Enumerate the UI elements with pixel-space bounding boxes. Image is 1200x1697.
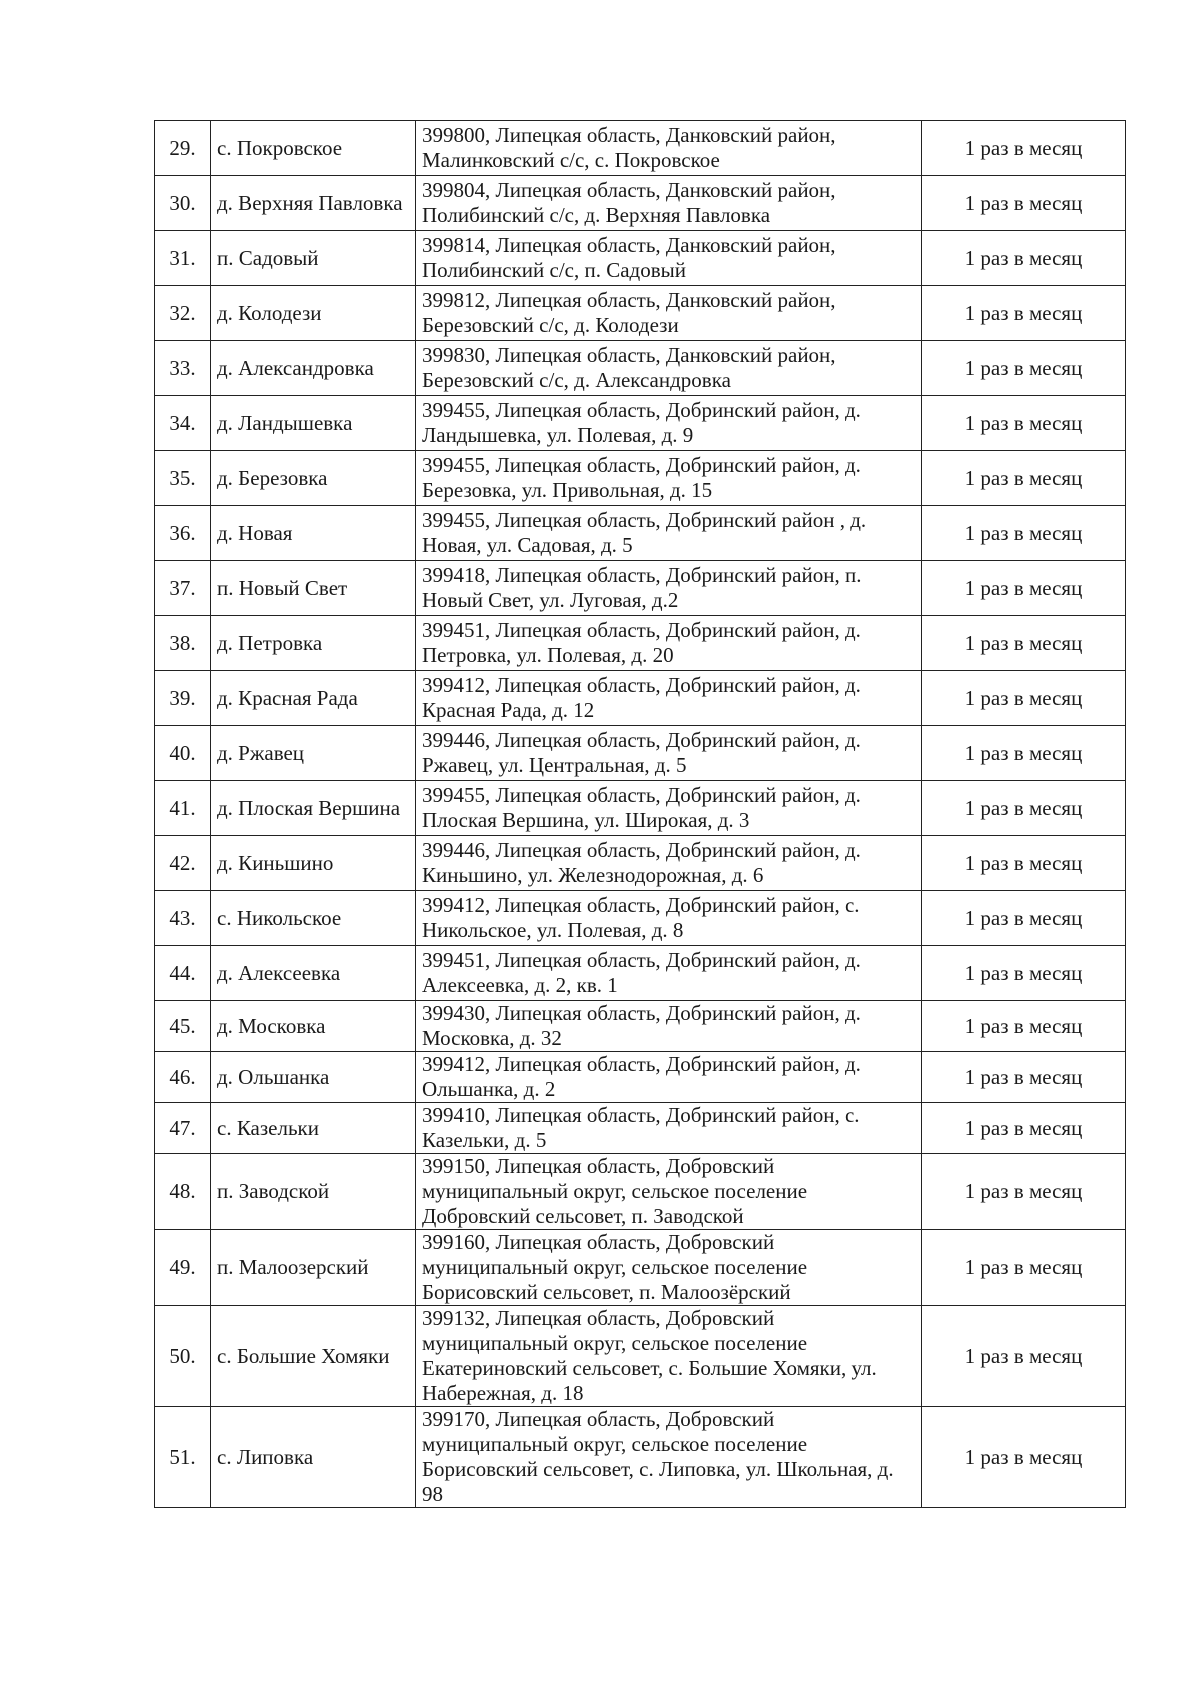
row-number-cell: 50.: [155, 1306, 211, 1407]
table-row: [155, 396, 1126, 451]
row-number-cell: 45.: [155, 1001, 211, 1052]
table-row: [155, 946, 1126, 1001]
frequency-cell: 1 раз в месяц: [922, 506, 1126, 561]
table-row: [155, 561, 1126, 616]
row-number-cell: 29.: [155, 121, 211, 176]
address-cell: 399455, Липецкая область, Добринский район, д. Ландышевка, ул. Полевая, д. 9: [416, 396, 922, 451]
frequency-cell: 1 раз в месяц: [922, 561, 1126, 616]
row-number-cell: 33.: [155, 341, 211, 396]
table-row: [155, 176, 1126, 231]
address-cell: 399812, Липецкая область, Данковский район, Березовский с/с, д. Колодези: [416, 286, 922, 341]
settlement-name-cell: с. Липовка: [211, 1407, 416, 1508]
frequency-cell: 1 раз в месяц: [922, 341, 1126, 396]
row-number-cell: 31.: [155, 231, 211, 286]
address-cell: 399451, Липецкая область, Добринский район, д. Петровка, ул. Полевая, д. 20: [416, 616, 922, 671]
address-cell: 399455, Липецкая область, Добринский район , д. Новая, ул. Садовая, д. 5: [416, 506, 922, 561]
address-cell: 399800, Липецкая область, Данковский район, Малинковский с/с, с. Покровское: [416, 121, 922, 176]
settlement-name-cell: д. Березовка: [211, 451, 416, 506]
row-number-cell: 44.: [155, 946, 211, 1001]
settlement-name-cell: д. Новая: [211, 506, 416, 561]
table-row: [155, 726, 1126, 781]
settlements-table: [154, 120, 1126, 1508]
address-cell: 399804, Липецкая область, Данковский район, Полибинский с/с, д. Верхняя Павловка: [416, 176, 922, 231]
settlement-name-cell: д. Александровка: [211, 341, 416, 396]
frequency-cell: 1 раз в месяц: [922, 1001, 1126, 1052]
address-cell: 399170, Липецкая область, Добровский муниципальный округ, сельское поселение Борисовский сельсовет, с. Липовка, ул. Школьная, д. 98: [416, 1407, 922, 1508]
row-number-cell: 38.: [155, 616, 211, 671]
address-cell: 399412, Липецкая область, Добринский район, с. Никольское, ул. Полевая, д. 8: [416, 891, 922, 946]
frequency-cell: 1 раз в месяц: [922, 1306, 1126, 1407]
settlement-name-cell: п. Заводской: [211, 1154, 416, 1230]
address-cell: 399410, Липецкая область, Добринский район, с. Казельки, д. 5: [416, 1103, 922, 1154]
settlement-name-cell: п. Садовый: [211, 231, 416, 286]
row-number-cell: 35.: [155, 451, 211, 506]
settlement-name-cell: д. Киньшино: [211, 836, 416, 891]
settlement-name-cell: д. Ржавец: [211, 726, 416, 781]
settlement-name-cell: д. Колодези: [211, 286, 416, 341]
address-cell: 399132, Липецкая область, Добровский муниципальный округ, сельское поселение Екатериновский сельсовет, с. Большие Хомяки, ул. Набережная, д. 18: [416, 1306, 922, 1407]
address-cell: 399160, Липецкая область, Добровский муниципальный округ, сельское поселение Борисовский сельсовет, п. Малоозёрский: [416, 1230, 922, 1306]
frequency-cell: 1 раз в месяц: [922, 1103, 1126, 1154]
table-row: [155, 1230, 1126, 1306]
address-cell: 399150, Липецкая область, Добровский муниципальный округ, сельское поселение Добровский сельсовет, п. Заводской: [416, 1154, 922, 1230]
table-row: [155, 781, 1126, 836]
row-number-cell: 49.: [155, 1230, 211, 1306]
table-row: [155, 616, 1126, 671]
address-cell: 399451, Липецкая область, Добринский район, д. Алексеевка, д. 2, кв. 1: [416, 946, 922, 1001]
address-cell: 399814, Липецкая область, Данковский район, Полибинский с/с, п. Садовый: [416, 231, 922, 286]
row-number-cell: 40.: [155, 726, 211, 781]
table-row: [155, 451, 1126, 506]
table-row: [155, 506, 1126, 561]
table-row: [155, 341, 1126, 396]
frequency-cell: 1 раз в месяц: [922, 1230, 1126, 1306]
address-cell: 399830, Липецкая область, Данковский район, Березовский с/с, д. Александровка: [416, 341, 922, 396]
frequency-cell: 1 раз в месяц: [922, 286, 1126, 341]
row-number-cell: 36.: [155, 506, 211, 561]
frequency-cell: 1 раз в месяц: [922, 121, 1126, 176]
address-cell: 399446, Липецкая область, Добринский район, д. Ржавец, ул. Центральная, д. 5: [416, 726, 922, 781]
address-cell: 399412, Липецкая область, Добринский район, д. Красная Рада, д. 12: [416, 671, 922, 726]
frequency-cell: 1 раз в месяц: [922, 451, 1126, 506]
table-row: [155, 1001, 1126, 1052]
settlement-name-cell: с. Казельки: [211, 1103, 416, 1154]
frequency-cell: 1 раз в месяц: [922, 891, 1126, 946]
address-cell: 399455, Липецкая область, Добринский район, д. Березовка, ул. Привольная, д. 15: [416, 451, 922, 506]
row-number-cell: 37.: [155, 561, 211, 616]
settlement-name-cell: с. Большие Хомяки: [211, 1306, 416, 1407]
row-number-cell: 43.: [155, 891, 211, 946]
frequency-cell: 1 раз в месяц: [922, 231, 1126, 286]
settlement-name-cell: п. Малоозерский: [211, 1230, 416, 1306]
settlement-name-cell: д. Плоская Вершина: [211, 781, 416, 836]
table-row: [155, 836, 1126, 891]
row-number-cell: 47.: [155, 1103, 211, 1154]
frequency-cell: 1 раз в месяц: [922, 671, 1126, 726]
settlement-name-cell: д. Красная Рада: [211, 671, 416, 726]
address-cell: 399430, Липецкая область, Добринский район, д. Московка, д. 32: [416, 1001, 922, 1052]
settlement-name-cell: д. Верхняя Павловка: [211, 176, 416, 231]
settlement-name-cell: д. Ландышевка: [211, 396, 416, 451]
table-row: [155, 891, 1126, 946]
frequency-cell: 1 раз в месяц: [922, 396, 1126, 451]
settlement-name-cell: д. Алексеевка: [211, 946, 416, 1001]
address-cell: 399418, Липецкая область, Добринский район, п. Новый Свет, ул. Луговая, д.2: [416, 561, 922, 616]
frequency-cell: 1 раз в месяц: [922, 946, 1126, 1001]
address-cell: 399412, Липецкая область, Добринский район, д. Ольшанка, д. 2: [416, 1052, 922, 1103]
table-row: [155, 1154, 1126, 1230]
row-number-cell: 32.: [155, 286, 211, 341]
row-number-cell: 42.: [155, 836, 211, 891]
settlement-name-cell: д. Петровка: [211, 616, 416, 671]
row-number-cell: 41.: [155, 781, 211, 836]
frequency-cell: 1 раз в месяц: [922, 781, 1126, 836]
frequency-cell: 1 раз в месяц: [922, 1407, 1126, 1508]
table-row: [155, 1052, 1126, 1103]
table-row: [155, 1103, 1126, 1154]
settlement-name-cell: с. Никольское: [211, 891, 416, 946]
frequency-cell: 1 раз в месяц: [922, 836, 1126, 891]
table-row: [155, 121, 1126, 176]
address-cell: 399455, Липецкая область, Добринский район, д. Плоская Вершина, ул. Широкая, д. 3: [416, 781, 922, 836]
table-row: [155, 231, 1126, 286]
row-number-cell: 48.: [155, 1154, 211, 1230]
table-row: [155, 671, 1126, 726]
settlement-name-cell: д. Ольшанка: [211, 1052, 416, 1103]
row-number-cell: 51.: [155, 1407, 211, 1508]
frequency-cell: 1 раз в месяц: [922, 176, 1126, 231]
table-row: [155, 286, 1126, 341]
settlement-name-cell: п. Новый Свет: [211, 561, 416, 616]
frequency-cell: 1 раз в месяц: [922, 616, 1126, 671]
settlement-name-cell: с. Покровское: [211, 121, 416, 176]
row-number-cell: 30.: [155, 176, 211, 231]
row-number-cell: 46.: [155, 1052, 211, 1103]
frequency-cell: 1 раз в месяц: [922, 1154, 1126, 1230]
table-body: [155, 121, 1126, 1508]
row-number-cell: 34.: [155, 396, 211, 451]
table-row: [155, 1306, 1126, 1407]
address-cell: 399446, Липецкая область, Добринский район, д. Киньшино, ул. Железнодорожная, д. 6: [416, 836, 922, 891]
frequency-cell: 1 раз в месяц: [922, 1052, 1126, 1103]
row-number-cell: 39.: [155, 671, 211, 726]
frequency-cell: 1 раз в месяц: [922, 726, 1126, 781]
settlement-name-cell: д. Московка: [211, 1001, 416, 1052]
table-row: [155, 1407, 1126, 1508]
